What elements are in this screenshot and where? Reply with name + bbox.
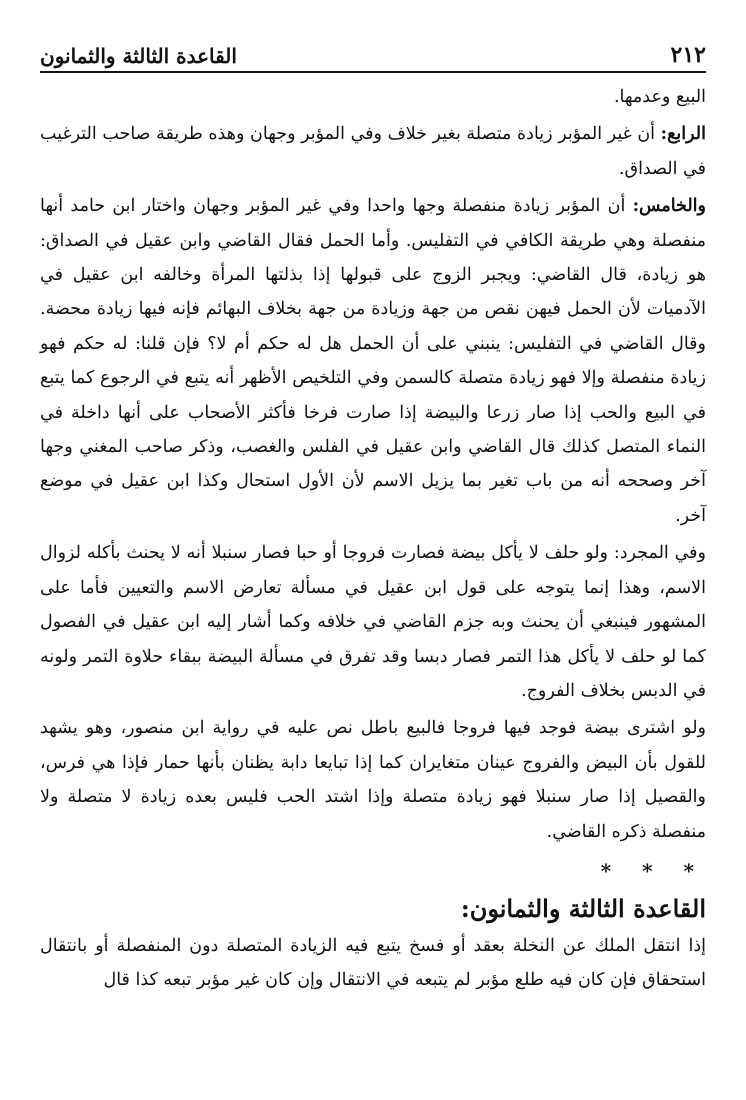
paragraph-text: ولو اشترى بيضة فوجد فيها فروجا فالبيع باطل نص عليه في رواية ابن منصور، وهو يشهد للقول بأن البيض والفروج عينان متغايران كما إذا تبايعا دابة يظنان بأنها حمار فإذا هي فرس، والقصيل إذا صار سنبلا فهو زيادة متصلة وإذا اشتد الحب فليس بعده زيادة لا متصلة ولا منفصلة ذكره القاضي. (40, 718, 706, 842)
paragraph-text: إذا انتقل الملك عن النخلة بعقد أو فسخ يتبع فيه الزيادة المتصلة دون المنفصلة أو بانتقال استحقاق فإن كان فيه طلع مؤبر لم يتبعه في الانتقال وإن كان غير مؤبر تبعه كذا قال (40, 935, 706, 991)
page-number: ٢١٢ (670, 42, 706, 68)
paragraph-text: أن المؤبر زيادة منفصلة وجها واحدا وفي غير المؤبر وجهان واختار ابن حامد أنها منفصلة وهي طريقة الكافي في التفليس. وأما الحمل فقال القاضي وابن عقيل في الصداق: هو زيادة، قال القاضي: ويجبر الزوج على قبولها إذا بذلتها المرأة وخالفه ابن عقيل في الآدميات لأن الحمل فيهن نقص من جهة وزيادة من جهة بخلاف البهائم فإنه فيها زيادة محضة. وقال القاضي في التفليس: ينبني على أن الحمل هل له حكم أم لا؟ فإن قلنا: له حكم فهو زيادة منفصلة وإلا فهو زيادة متصلة كالسمن وفي التلخيص الأظهر أنه يتبع في الرجوع كما يتبع في البيع والحب إذا صار زرعا والبيضة إذا صارت فرخا فأكثر الأصحاب على أنها داخلة في النماء المتصل كذلك قال القاضي وابن عقيل في الفلس والغصب، وذكر صاحب المغني وجها آخر وصححه أنه من باب تغير بما يزيل الاسم لأن الأول استحال وكذا ابن عقيل في موضع آخر. (40, 196, 706, 526)
section-title: القاعدة الثالثة والثمانون: (460, 893, 706, 923)
paragraph-text: البيع وعدمها. (613, 87, 706, 107)
paragraph-mujarrad (40, 536, 706, 708)
paragraph-lead: والخامس: (632, 196, 706, 217)
section-paragraph (40, 929, 706, 998)
running-header (40, 34, 706, 68)
header-rule (40, 71, 706, 73)
running-title: القاعدة الثالثة والثمانون (40, 44, 237, 68)
paragraph-fourth (40, 117, 706, 186)
page-body (40, 80, 706, 998)
paragraph-text: أن غير المؤبر زيادة متصلة بغير خلاف وفي المؤبر وجهان وهذه طريقة صاحب الترغيب في الصداق. (40, 124, 706, 179)
paragraph-lead: الرابع: (660, 124, 706, 145)
paragraph-fifth (40, 189, 706, 533)
section-separator: * * * (600, 858, 706, 883)
paragraph-text: وفي المجرد: ولو حلف لا يأكل بيضة فصارت فروجا أو حبا فصار سنبلا أنه لا يحنث بأكله لزوال الاسم، وهذا إنما يتوجه على قول ابن عقيل في مسألة تعارض الاسم والتعيين فأما على المشهور فينبغي أن يحنث وبه جزم القاضي في خلافه وكما أشار إليه ابن عقيل في الفصول كما لو حلف لا يأكل هذا التمر فصار دبسا وقد تفرق في مسألة البيضة ببقاء حلاوة التمر ولونه في الدبس بخلاف الفروج. (40, 543, 706, 701)
paragraph-continuation (40, 80, 706, 114)
paragraph-egg-sale (40, 711, 706, 849)
